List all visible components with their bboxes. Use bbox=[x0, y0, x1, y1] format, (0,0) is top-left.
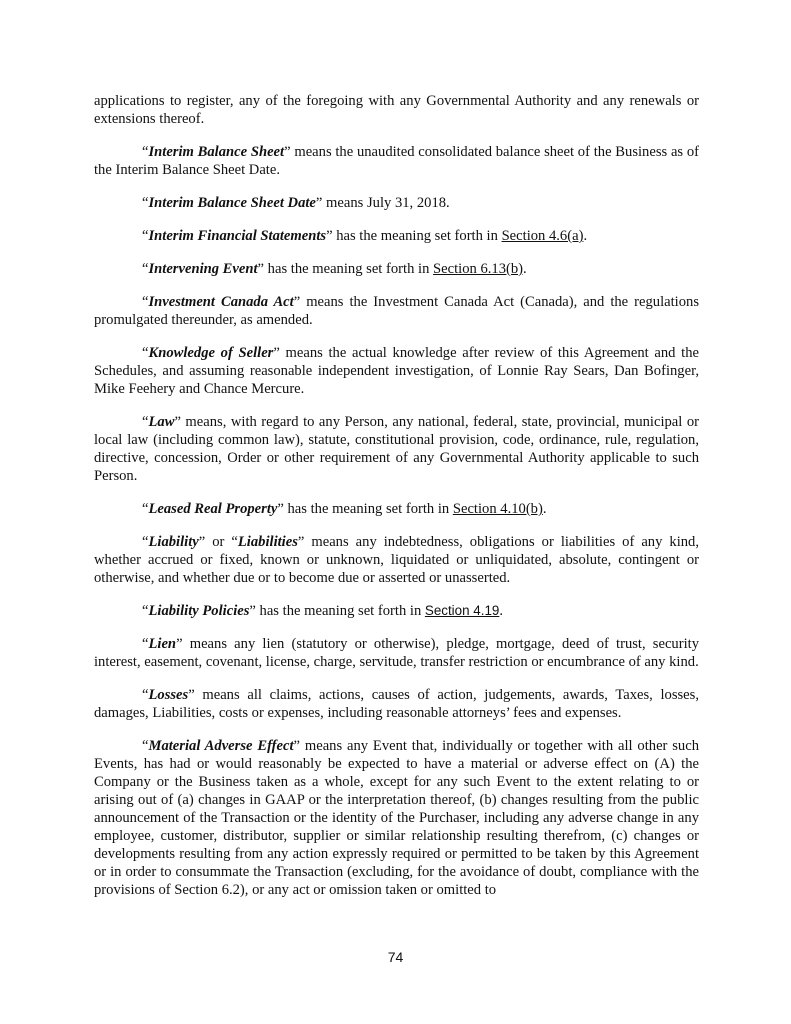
defined-term: Interim Balance Sheet Date bbox=[148, 195, 316, 211]
defined-term: Intervening Event bbox=[148, 261, 258, 277]
defined-term: Law bbox=[148, 414, 175, 430]
defined-term: Liability bbox=[148, 534, 199, 550]
definition-interim-balance-sheet-date: “Interim Balance Sheet Date” means July 31, 2018. bbox=[142, 195, 450, 211]
defined-term: Interim Financial Statements bbox=[148, 228, 327, 244]
definition-liability-policies: “Liability Policies” has the meaning set forth in Section 4.19. bbox=[142, 603, 503, 619]
definition-text: ” means July 31, 2018. bbox=[315, 195, 450, 211]
definition-interim-financial-statements: “Interim Financial Statements” has the meaning set forth in Section 4.6(a). bbox=[142, 228, 588, 244]
defined-term: Investment Canada Act bbox=[148, 294, 294, 310]
page-number: 74 bbox=[387, 949, 404, 965]
definition-tail: . bbox=[542, 501, 547, 517]
defined-term-alt: Liabilities bbox=[237, 534, 298, 550]
definition-knowledge-of-seller: “Knowledge of Seller” means the actual knowledge after review of this Agreement and the Schedules, and assuming reasonable independent investigation, of Lonnie Ray Sears, Dan Bofinger, Mike Feehery and Chance Mercure. bbox=[94, 345, 699, 397]
definition-lien: “Lien” means any lien (statutory or otherwise), pledge, mortgage, deed of trust, security interest, easement, covenant, license, charge, servitude, transfer restriction or encumbrance of any kind. bbox=[94, 636, 699, 670]
definition-tail: . bbox=[583, 228, 588, 244]
definition-law: “Law” means, with regard to any Person, any national, federal, state, provincial, municipal or local law (including common law), statute, constitutional provision, code, ordinance, rule, regulation, directive, concession, Order or other requirement of any Governmental Authority applicable to such Person. bbox=[94, 414, 699, 484]
defined-term: Losses bbox=[148, 687, 189, 703]
definition-text: ” has the meaning set forth in bbox=[257, 261, 434, 277]
definition-tail: . bbox=[499, 603, 503, 619]
defined-term: Knowledge of Seller bbox=[148, 345, 274, 361]
definition-text: ” has the meaning set forth in bbox=[277, 501, 453, 517]
defined-term: Lien bbox=[148, 636, 177, 652]
definition-text: ” has the meaning set forth in bbox=[326, 228, 502, 244]
definition-text: ” means the unaudited consolidated balance sheet of the Business as of the Interim Balance Sheet Date. bbox=[94, 144, 700, 178]
definition-text: ” has the meaning set forth in bbox=[249, 603, 425, 619]
defined-term: Liability Policies bbox=[148, 603, 250, 619]
section-reference-link[interactable]: Section 4.6(a) bbox=[501, 228, 584, 244]
definition-connector: ” or “ bbox=[198, 534, 238, 550]
definition-text: ” means any Event that, individually or together with all other such Events, has had or would reasonably be expected to have a material or adverse effect on (A) the Company or the Business taken as a whole, except for any such Event to the extent relating to or arising out of (a) changes in GAAP or the interpretation thereof, (b) changes resulting from the public announcement of the Transaction or the identity of the Purchaser, including any adverse change in any employee, customer, distributor, supplier or similar relationship resulting therefrom, (c) changes or developments resulting from any action expressly required or permitted to be taken by this Agreement or in order to consummate the Transaction (excluding, for the avoidance of doubt, compliance with the provisions of Section 6.2), or any act or omission taken or omitted to bbox=[94, 738, 699, 898]
section-reference-link[interactable]: Section 4.19 bbox=[424, 603, 500, 618]
defined-term: Interim Balance Sheet bbox=[148, 144, 285, 160]
definition-intervening-event: “Intervening Event” has the meaning set forth in Section 6.13(b). bbox=[142, 261, 527, 277]
definition-losses: “Losses” means all claims, actions, causes of action, judgements, awards, Taxes, losses, damages, Liabilities, costs or expenses, including reasonable attorneys’ fees and expenses. bbox=[94, 687, 699, 721]
definition-interim-balance-sheet: “Interim Balance Sheet” means the unaudited consolidated balance sheet of the Business as of the Interim Balance Sheet Date. bbox=[94, 144, 700, 178]
defined-term: Leased Real Property bbox=[148, 501, 278, 517]
definition-investment-canada-act: “Investment Canada Act” means the Investment Canada Act (Canada), and the regulations promulgated thereunder, as amended. bbox=[94, 294, 699, 328]
definition-text: ” means the actual knowledge after review of this Agreement and the Schedules, and assuming reasonable independent investigation, of Lonnie Ray Sears, Dan Bofinger, Mike Feehery and Chance Mercure. bbox=[94, 345, 699, 397]
definition-leased-real-property: “Leased Real Property” has the meaning set forth in Section 4.10(b). bbox=[142, 501, 547, 517]
definition-text: ” means the Investment Canada Act (Canada), and the regulations promulgated thereunder, as amended. bbox=[94, 294, 699, 328]
definition-liability: “Liability” or “Liabilities” means any indebtedness, obligations or liabilities of any kind, whether accrued or fixed, known or unknown, liquidated or unliquidated, absolute, contingent or otherwise, and whether due or to become due or asserted or unasserted. bbox=[94, 534, 699, 586]
document-page bbox=[94, 92, 699, 914]
definition-text: ” means any lien (statutory or otherwise), pledge, mortgage, deed of trust, security interest, easement, covenant, license, charge, servitude, transfer restriction or encumbrance of any kind. bbox=[94, 636, 699, 670]
intro-paragraph: applications to register, any of the foregoing with any Governmental Authority and any renewals or extensions thereof. bbox=[94, 93, 699, 127]
defined-term: Material Adverse Effect bbox=[148, 738, 294, 754]
definition-text: ” means, with regard to any Person, any national, federal, state, provincial, municipal or local law (including common law), statute, constitutional provision, code, ordinance, rule, regulation, directive, concession, Order or other requirement of any Governmental Authority applicable to such Person. bbox=[94, 414, 699, 484]
definition-text: ” means all claims, actions, causes of action, judgements, awards, Taxes, losses, damages, Liabilities, costs or expenses, including reasonable attorneys’ fees and expenses. bbox=[94, 687, 699, 721]
definition-tail: . bbox=[523, 261, 527, 277]
definition-text: ” means any indebtedness, obligations or liabilities of any kind, whether accrued or fixed, known or unknown, liquidated or unliquidated, absolute, contingent or otherwise, and whether due or to become due or asserted or unasserted. bbox=[94, 534, 699, 586]
section-reference-link[interactable]: Section 4.10(b) bbox=[452, 501, 543, 517]
section-reference-link[interactable]: Section 6.13(b) bbox=[433, 261, 524, 277]
definition-material-adverse-effect: “Material Adverse Effect” means any Event that, individually or together with all other such Events, has had or would reasonably be expected to have a material or adverse effect on (A) the Company or the Business taken as a whole, except for any such Event to the extent relating to or arising out of (a) changes in GAAP or the interpretation thereof, (b) changes resulting from the public announcement of the Transaction or the identity of the Purchaser, including any adverse change in any employee, customer, distributor, supplier or similar relationship resulting therefrom, (c) changes or developments resulting from any action expressly required or permitted to be taken by this Agreement or in order to consummate the Transaction (excluding, for the avoidance of doubt, compliance with the provisions of Section 6.2), or any act or omission taken or omitted to bbox=[94, 738, 699, 898]
